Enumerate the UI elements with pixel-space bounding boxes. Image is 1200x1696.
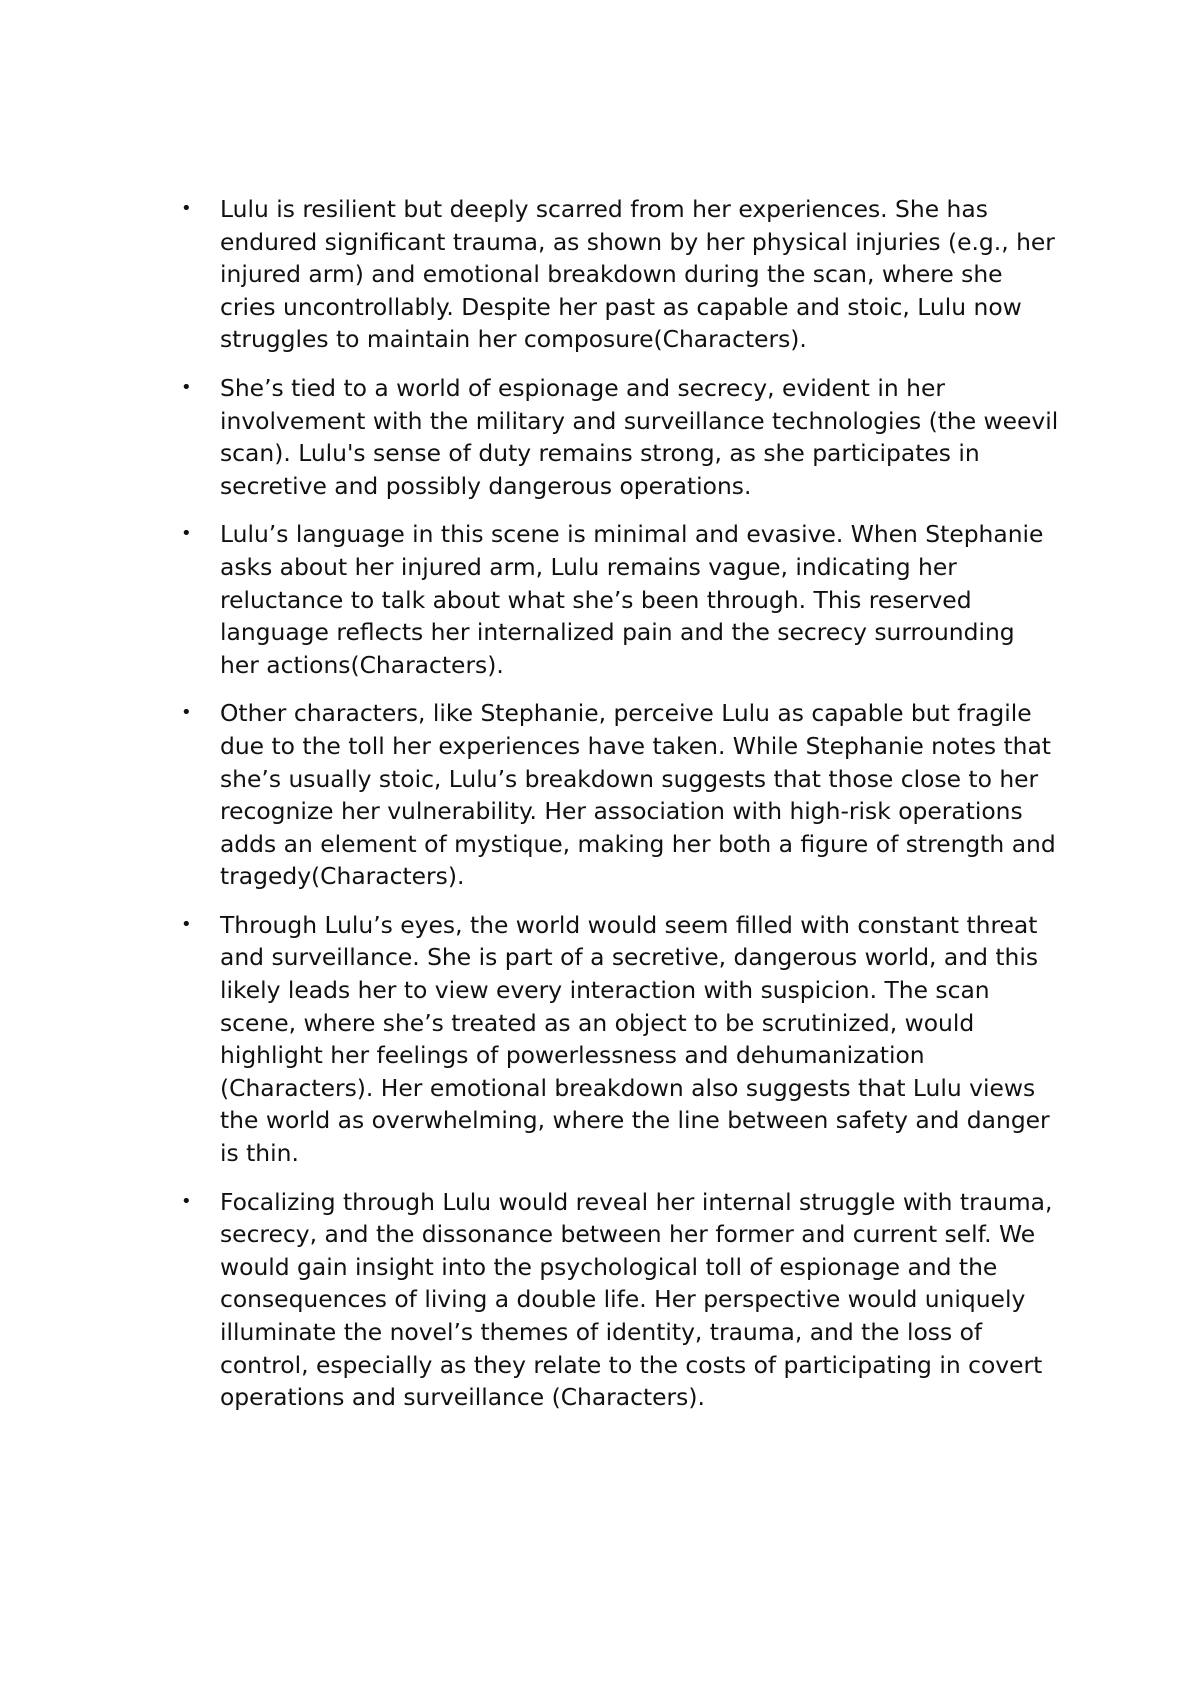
bullet-item xyxy=(179,193,1059,356)
bullet-item xyxy=(179,909,1059,1170)
bullet-item xyxy=(179,518,1059,681)
bullet-icon: • xyxy=(181,376,192,398)
bullet-text: Focalizing through Lulu would reveal her internal struggle with trauma, secrecy, and the dissonance between her former and current self. We would gain insight into the psychological toll of espionage and the consequences of living a double life. Her perspective would uniquely illuminate the novel’s themes of identity, trauma, and the loss of control, especially as they relate to the costs of participating in covert operations and surveillance (Characters). xyxy=(220,1187,1053,1412)
bullet-text: Lulu’s language in this scene is minimal and evasive. When Stephanie asks about her injured arm, Lulu remains vague, indicating her reluctance to talk about what she’s been through. This reserved language reflects her internalized pain and the secrecy surrounding her actions(Characters). xyxy=(220,520,1044,679)
bullet-text: Lulu is resilient but deeply scarred from her experiences. She has endured significant trauma, as shown by her physical injuries (e.g., her injured arm) and emotional breakdown during the scan, where she cries uncontrollably. Despite her past as capable and stoic, Lulu now struggles to maintain her composure(Characters). xyxy=(220,195,1055,354)
bullet-icon: • xyxy=(181,702,192,724)
bullet-list xyxy=(179,193,1059,1414)
bullet-item xyxy=(179,697,1059,893)
bullet-item xyxy=(179,1186,1059,1414)
bullet-icon: • xyxy=(181,198,192,219)
bullet-icon: • xyxy=(181,1190,192,1212)
bullet-icon: • xyxy=(181,913,192,935)
bullet-icon: • xyxy=(181,523,192,545)
bullet-text: She’s tied to a world of espionage and secrecy, evident in her involvement with the military and surveillance technologies (the weevil scan). Lulu's sense of duty remains strong, as she participates in secretive and possibly dangerous operations. xyxy=(220,373,1059,500)
bullet-item xyxy=(179,372,1059,502)
bullet-text: Through Lulu’s eyes, the world would seem filled with constant threat and surveillance. She is part of a secretive, dangerous world, and this likely leads her to view every interaction with suspicion. The scan scene, where she’s treated as an object to be scrutinized, would highlight her feelings of powerlessness and dehumanization (Characters). Her emotional breakdown also suggests that Lulu views the world as overwhelming, where the line between safety and danger is thin. xyxy=(220,910,1050,1168)
bullet-text: Other characters, like Stephanie, perceive Lulu as capable but fragile due to the toll her experiences have taken. While Stephanie notes that she’s usually stoic, Lulu’s breakdown suggests that those close to her recognize her vulnerability. Her association with high-risk operations adds an element of mystique, making her both a figure of strength and tragedy(Characters). xyxy=(220,699,1056,891)
document-body xyxy=(179,193,1059,1414)
